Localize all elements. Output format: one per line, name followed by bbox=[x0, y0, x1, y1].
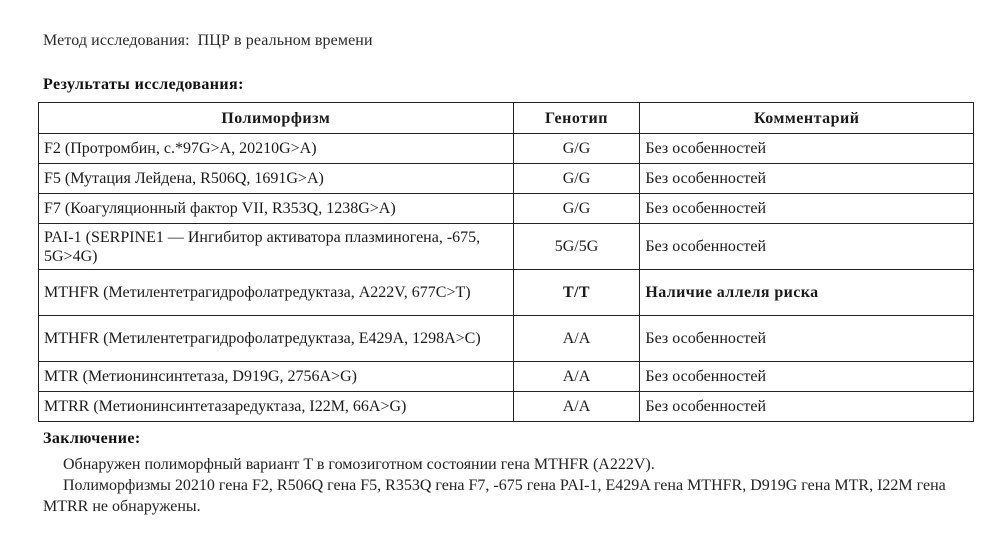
table-row bbox=[39, 194, 974, 224]
results-title: Результаты исследования: bbox=[43, 76, 244, 93]
comment-cell: Без особенностей bbox=[640, 224, 974, 270]
polymorphism-cell: MTHFR (Метилентетрагидрофолатредуктаза, E429A, 1298A>C) bbox=[39, 316, 514, 362]
method-value: ПЦР в реальном времени bbox=[197, 32, 373, 49]
column-header-comment: Комментарий bbox=[640, 103, 974, 134]
conclusion-paragraph: Обнаружен полиморфный вариант T в гомозиготном состоянии гена MTHFR (A222V). bbox=[63, 456, 655, 473]
comment-cell: Без особенностей bbox=[640, 164, 974, 194]
table-row bbox=[39, 134, 974, 164]
genotype-cell: A/A bbox=[513, 316, 640, 362]
table-row bbox=[39, 316, 974, 362]
genotype-cell: G/G bbox=[513, 134, 640, 164]
column-header-polymorphism: Полиморфизм bbox=[39, 103, 514, 134]
genotype-cell: G/G bbox=[513, 164, 640, 194]
polymorphism-cell: F7 (Коагуляционный фактор VII, R353Q, 1238G>A) bbox=[39, 194, 514, 224]
table-row bbox=[39, 164, 974, 194]
method-line bbox=[43, 32, 373, 50]
conclusion-text bbox=[43, 454, 973, 517]
table-row bbox=[39, 224, 974, 270]
genotype-cell: T/T bbox=[513, 270, 640, 316]
polymorphism-cell: MTR (Метионинсинтетаза, D919G, 2756A>G) bbox=[39, 362, 514, 392]
comment-cell: Без особенностей bbox=[640, 134, 974, 164]
table-header-row bbox=[39, 103, 974, 134]
comment-cell: Без особенностей bbox=[640, 194, 974, 224]
comment-cell-risk: Наличие аллеля риска bbox=[640, 270, 974, 316]
genotype-cell: 5G/5G bbox=[513, 224, 640, 270]
comment-cell: Без особенностей bbox=[640, 316, 974, 362]
polymorphism-cell: F2 (Протромбин, c.*97G>A, 20210G>A) bbox=[39, 134, 514, 164]
comment-cell: Без особенностей bbox=[640, 392, 974, 422]
conclusion-title: Заключение: bbox=[43, 430, 141, 447]
comment-cell: Без особенностей bbox=[640, 362, 974, 392]
polymorphism-cell: PAI-1 (SERPINE1 — Ингибитор активатора плазминогена, -675, 5G>4G) bbox=[39, 224, 514, 270]
polymorphism-cell: MTRR (Метионинсинтетазаредуктаза, I22M, 66A>G) bbox=[39, 392, 514, 422]
table-row-risk bbox=[39, 270, 974, 316]
results-table bbox=[38, 102, 974, 422]
table-row bbox=[39, 392, 974, 422]
column-header-genotype: Генотип bbox=[513, 103, 640, 134]
conclusion-paragraph: Полиморфизмы 20210 гена F2, R506Q гена F5, R353Q гена F7, -675 гена PAI-1, E429A гена MTHFR, D919G гена MTR, I22M гена MTRR не обнаружены. bbox=[43, 477, 946, 515]
genotype-cell: A/A bbox=[513, 392, 640, 422]
genotype-cell: G/G bbox=[513, 194, 640, 224]
table-row bbox=[39, 362, 974, 392]
method-label: Метод исследования: bbox=[43, 32, 190, 49]
polymorphism-cell: F5 (Мутация Лейдена, R506Q, 1691G>A) bbox=[39, 164, 514, 194]
genotype-cell: A/A bbox=[513, 362, 640, 392]
polymorphism-cell: MTHFR (Метилентетрагидрофолатредуктаза, A222V, 677C>T) bbox=[39, 270, 514, 316]
